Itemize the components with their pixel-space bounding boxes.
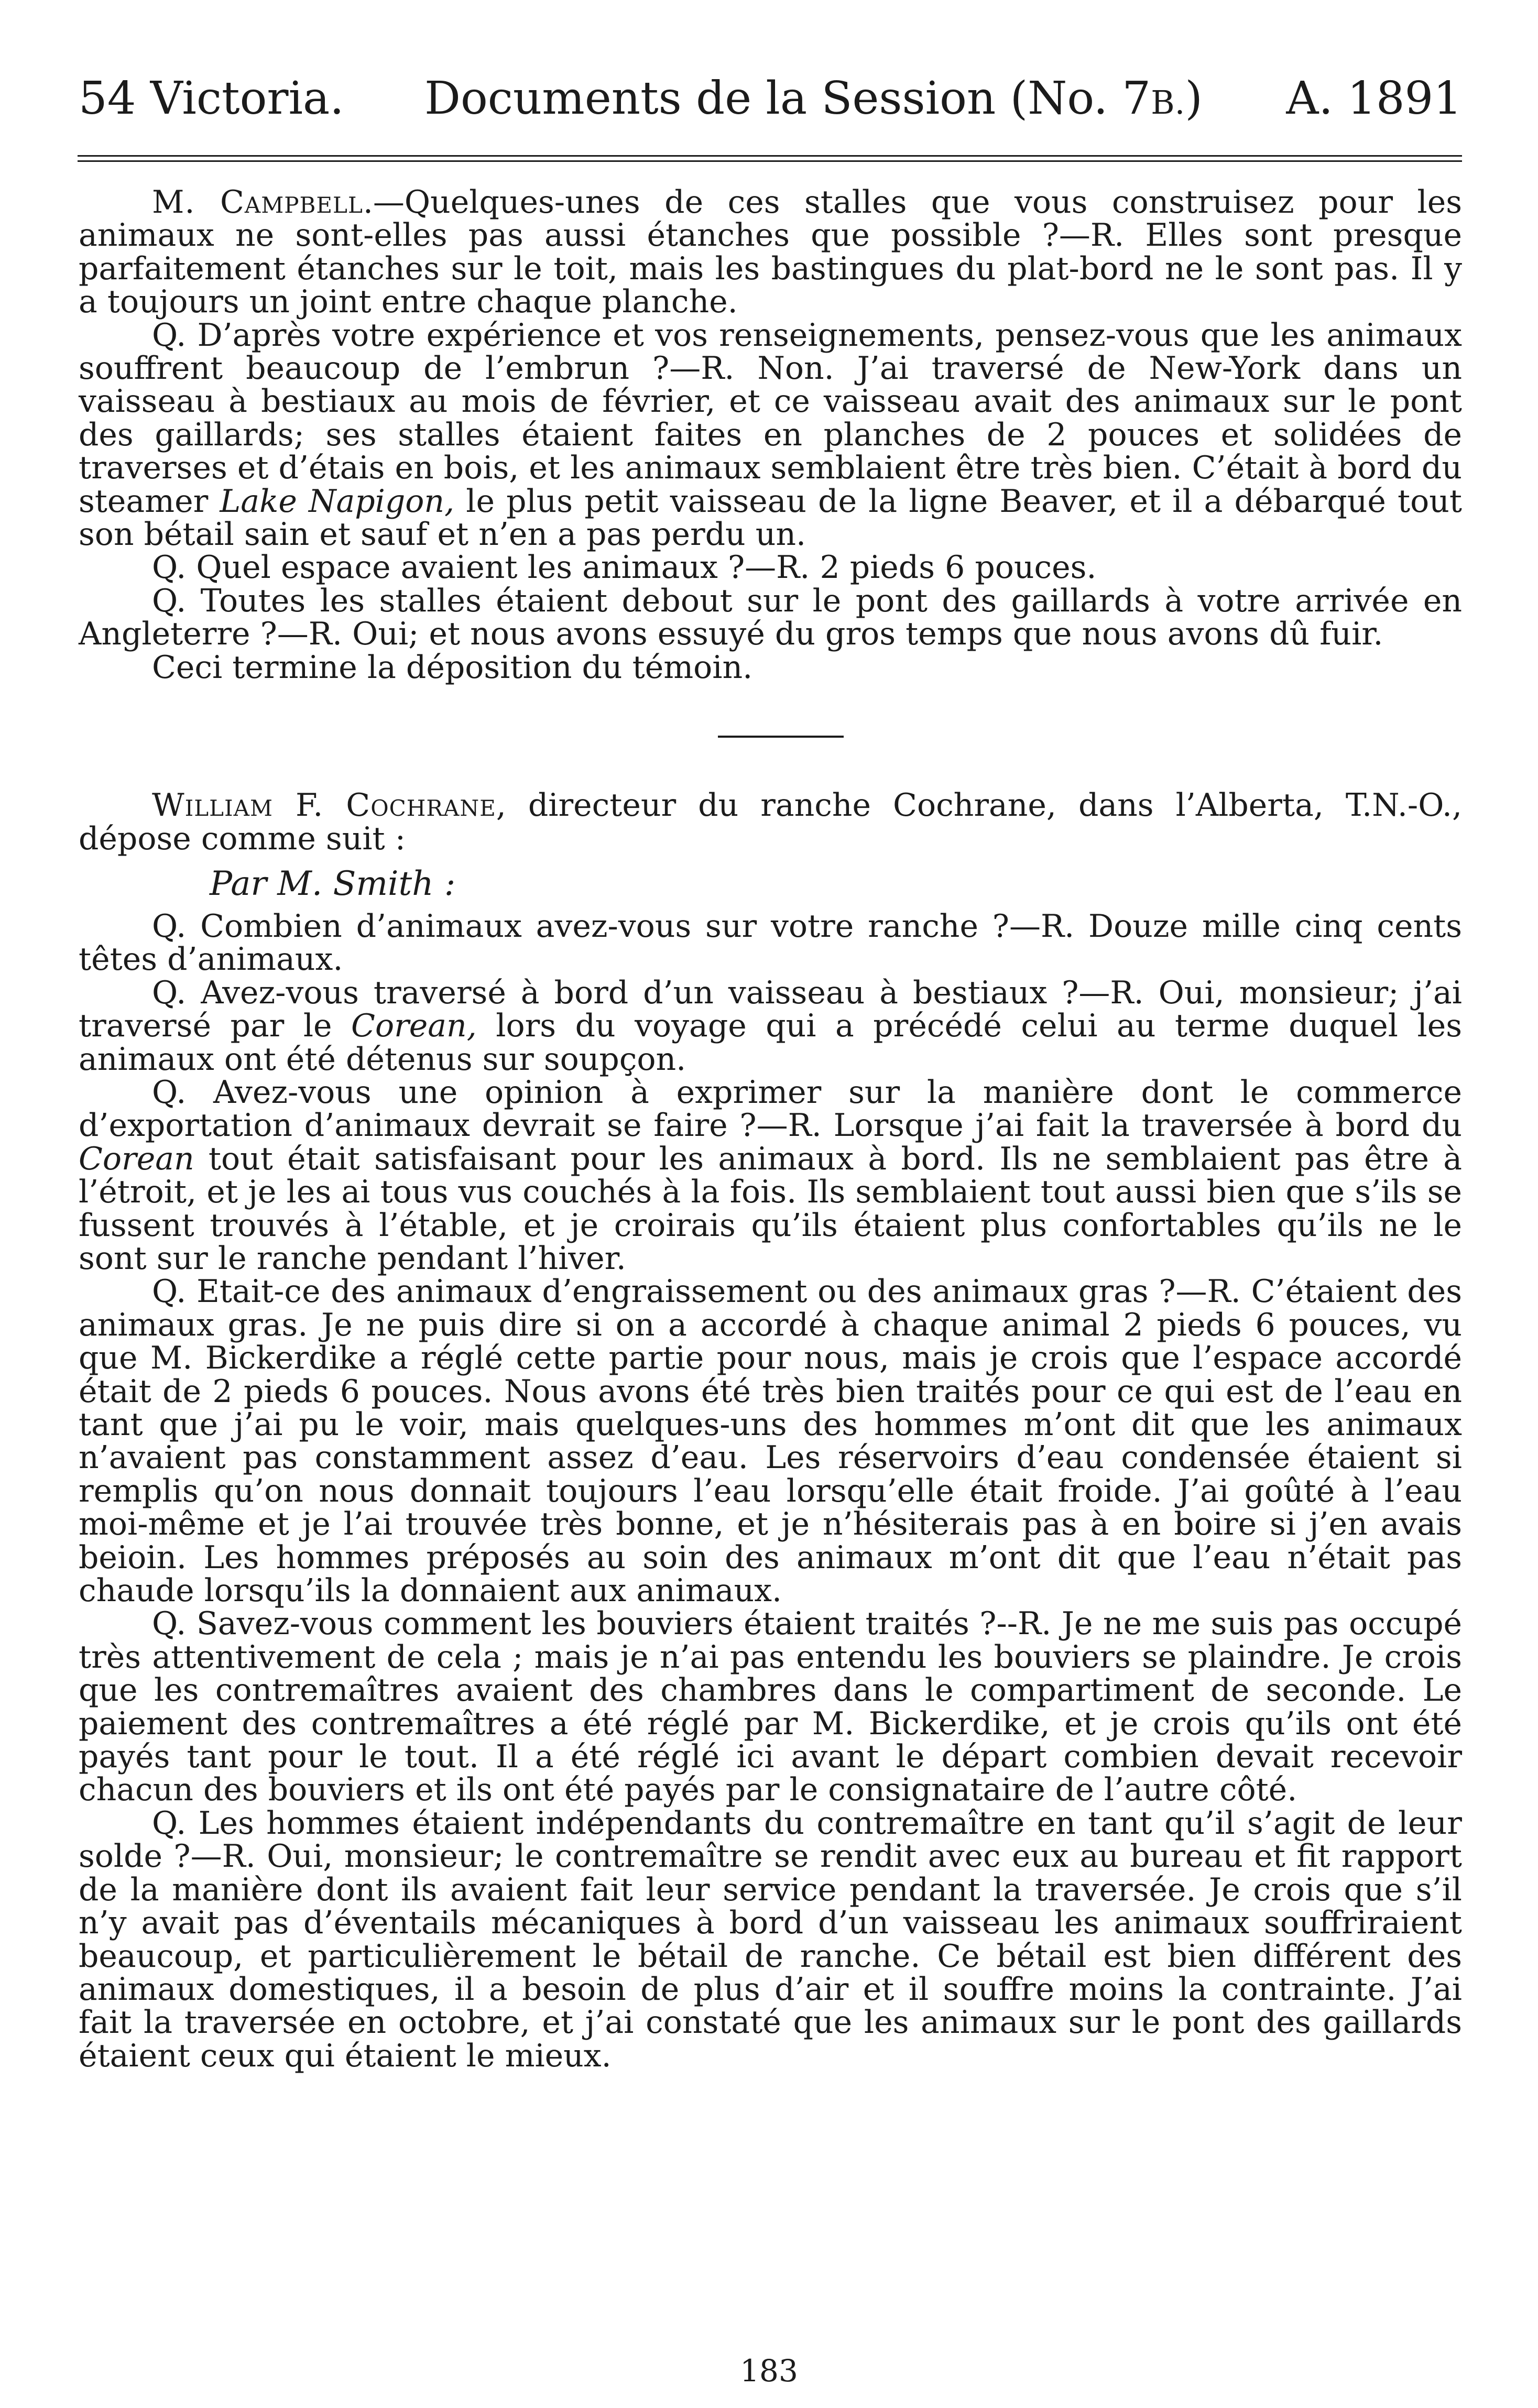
question-cattlemen: Q. Savez-vous comment les bouviers étaient traités ?--R. Je ne me suis pas occupé très attentivement de cela ; mais je n’ai pas entendu les bouviers se plaindre. Je crois que les contremaîtres avaient des chambres dans le compartiment de seconde. Le paiement des contremaîtres a été réglé par M. Bickerdike, et je crois qu’ils ont été payés tant pour le tout. Il a été réglé ici avant le départ combien devait recevoir chacun des bouviers et ils ont été payés par le consignataire de l’autre côté. xyxy=(79,1605,1462,1809)
header-title-main: Documents de la Session (No. 7 xyxy=(424,72,1151,125)
ship-name: Corean xyxy=(79,1140,194,1177)
running-header xyxy=(79,67,1462,130)
header-rule-top xyxy=(78,155,1462,157)
header-year: A. 1891 xyxy=(1286,72,1462,125)
paragraph-text: Q. D’après votre expérience et vos renseignements, pensez-vous que les animaux souffrent beaucoup de l’embrun ?—R. Non. J’ai traversé de New-York dans un vaisseau à bestiaux au mois de février, et ce vaisseau avait des animaux sur le pont des gaillards; ses stalles étaient faites en planches de 2 pouces et solidées de traverses et d’étais en bois, et les animaux semblaient être très bien. C’était à bord du steamer xyxy=(79,316,1462,520)
paragraph-campbell xyxy=(79,186,1462,319)
header-session: 54 Victoria. xyxy=(79,72,344,125)
question-foreman: Q. Les hommes étaient indépendants du contremaître en tant qu’il s’agit de leur solde ?—R. Oui, monsieur; le contremaître se rendit avec eux au bureau et fit rapport de la manière dont ils avaient fait leur service pendant la traversée. Je crois que s’il n’y avait pas d’éventails mécaniques à bord d’un vaisseau les animaux souffriraient beaucoup, et particulièrement le bétail de ranche. Ce bétail est bien différent des animaux domestiques, il a besoin de plus d’air et il souffre moins la contrainte. J’ai fait la traversée en octobre, et j’ai constaté que les animaux sur le pont des gaillards étaient ceux qui étaient le mieux. xyxy=(79,1804,1462,2074)
paragraph-text: Q. Avez-vous une opinion à exprimer sur la manière dont le commerce d’exportation d’animaux devrait se faire ?—R. Lorsque j’ai fait la traversée à bord du xyxy=(79,1074,1462,1144)
witness-name: William F. Cochrane xyxy=(152,787,496,824)
paragraph-text: Q. Avez-vous traversé à bord d’un vaisseau à bestiaux ?—R. Oui, monsieur; j’ai traversé par le xyxy=(79,974,1462,1045)
paragraph-stalles: Q. Toutes les stalles étaient debout sur le pont des gaillards à votre arrivée en Angleterre ?—R. Oui; et nous avons essuyé du gros temps que nous avons dû fuir. xyxy=(79,582,1462,653)
document-body xyxy=(79,186,1462,2073)
paragraph-text: lors du voyage qui a précédé celui au terme duquel les animaux ont été détenus sur soupçon. xyxy=(79,1008,1462,1078)
witness-text: , directeur du ranche Cochrane, dans l’Alberta, T.N.-O., dépose comme suit : xyxy=(79,787,1463,857)
question-fat-cattle: Q. Etait-ce des animaux d’engraissement ou des animaux gras ?—R. C’étaient des animaux gras. Je ne puis dire si on a accordé à chaque animal 2 pieds 6 pouces, vu que M. Bickerdike a réglé cette partie pour nous, mais je crois que l’espace accordé était de 2 pieds 6 pouces. Nous avons été très bien traités pour ce qui est de l’eau en tant que j’ai pu le voir, mais quelques-uns des hommes m’ont dit que les animaux n’avaient pas constamment assez d’eau. Les réservoirs d’eau condensée étaient si remplis qu’on nous donnait toujours l’eau lorsqu’elle était froide. J’ai goûté à l’eau moi-même et je l’ai trouvée très bonne, et je n’hésiterais pas à en boire si j’en avais beioin. Les hommes préposés au soin des animaux m’ont dit que l’eau n’était pas chaude lorsqu’ils la donnaient aux animaux. xyxy=(79,1273,1462,1610)
question-cattle-count: Q. Combien d’animaux avez-vous sur votre ranche ?—R. Douze mille cinq cents têtes d’animaux. xyxy=(79,907,1462,978)
paragraph-text: le plus petit vaisseau de la ligne Beaver, et il a débarqué tout son bétail sain et sauf et n’en a pas perdu un. xyxy=(79,483,1463,553)
header-title xyxy=(424,67,1203,134)
paragraph-embrun xyxy=(79,316,1463,553)
header-title-suffix: B. xyxy=(1151,83,1185,122)
ship-name: Lake Napigon, xyxy=(220,483,455,520)
paragraph-text: .—Quelques-unes de ces stalles que vous construisez pour les animaux ne sont-elles pas aussi étanches que possible ?—R. Elles sont presque parfaitement étanches sur le toit, mais les bastingues du plat-bord ne le sont pas. Il y a toujours un joint entre chaque planche. xyxy=(79,184,1463,321)
witness-introduction xyxy=(79,789,1462,856)
paragraph-text: tout était satisfaisant pour les animaux à bord. Ils ne semblaient pas être à l’étroit, et je les ai tous vus couchés à la fois. Ils semblaient tout aussi bien que s’ils se fussent trouvés à l’étable, et je croirais qu’ils étaient plus confortables qu’ils ne le sont sur le ranche pendant l’hiver. xyxy=(79,1140,1462,1277)
ship-name: Corean, xyxy=(351,1008,477,1045)
question-export-trade xyxy=(79,1076,1462,1275)
examiner-heading: Par M. Smith : xyxy=(210,864,456,903)
paragraph-conclusion: Ceci termine la déposition du témoin. xyxy=(152,649,753,686)
header-title-close: ) xyxy=(1185,72,1203,125)
question-voyage xyxy=(79,974,1462,1078)
speaker-name: M. Campbell xyxy=(152,184,363,221)
header-rule-bottom xyxy=(78,160,1462,162)
paragraph-espace: Q. Quel espace avaient les animaux ?—R. 2 pieds 6 pouces. xyxy=(152,549,1097,586)
section-separator xyxy=(79,684,1462,789)
page-number: 183 xyxy=(740,2353,798,2389)
